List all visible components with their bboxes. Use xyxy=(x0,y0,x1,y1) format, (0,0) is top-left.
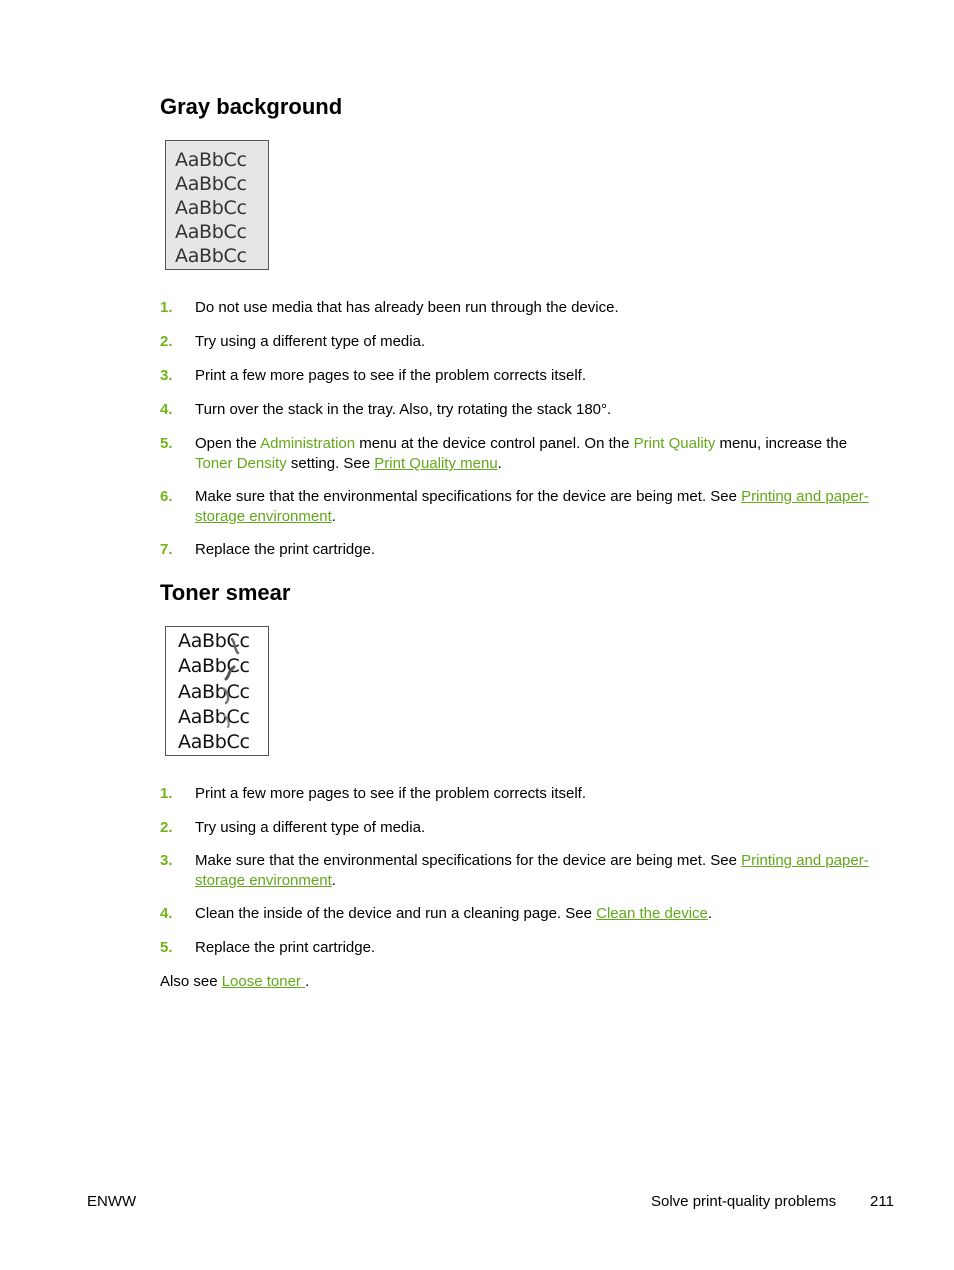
step-text-part: Make sure that the environmental specifications for the device are being met. See xyxy=(195,852,742,869)
toner-smear-steps xyxy=(160,784,880,958)
step-number: 5. xyxy=(160,939,173,956)
step-number: 1. xyxy=(160,785,173,802)
link-print-quality-menu[interactable]: Print Quality menu xyxy=(374,455,498,472)
step-text: Replace the print cartridge. xyxy=(195,541,376,558)
sample-line: AaBbCc xyxy=(175,173,247,195)
step-text: Turn over the stack in the tray. Also, try rotating the stack 180°. xyxy=(195,401,612,418)
sample-line: AaBbCc xyxy=(178,706,250,728)
sample-line: AaBbCc xyxy=(178,655,250,677)
step-number: 7. xyxy=(160,541,173,558)
link-clean-the-device[interactable]: Clean the device xyxy=(596,905,708,922)
step-text-part: menu at the device control panel. On the xyxy=(355,435,634,452)
sample-line: AaBbCc xyxy=(178,681,250,703)
sample-line: AaBbCc xyxy=(175,197,247,219)
ui-term-print-quality: Print Quality xyxy=(633,435,716,452)
step-text-part: menu, increase the xyxy=(715,435,848,452)
link-loose-toner[interactable]: Loose toner xyxy=(221,973,306,990)
list-item xyxy=(160,851,880,891)
ui-term-administration: Administration xyxy=(260,435,356,452)
step-number: 2. xyxy=(160,333,173,350)
link-printing-environment[interactable]: Printing and paper-storage environment xyxy=(195,852,869,889)
sample-line: AaBbCc xyxy=(175,149,247,171)
gray-background-sample-image xyxy=(165,140,269,270)
list-item xyxy=(160,366,880,386)
also-see-prefix: Also see xyxy=(160,973,222,990)
list-item xyxy=(160,784,880,804)
page-number: 211 xyxy=(870,1193,894,1210)
sample-line: AaBbCc xyxy=(175,221,247,243)
gray-background-steps xyxy=(160,298,880,560)
footer-section-title: Solve print-quality problems xyxy=(651,1193,837,1210)
step-text-part: Open the xyxy=(195,435,261,452)
step-text: Print a few more pages to see if the problem corrects itself. xyxy=(195,367,587,384)
step-number: 4. xyxy=(160,905,173,922)
toner-smear-marks xyxy=(166,627,270,757)
list-item xyxy=(160,298,880,318)
step-text-part: . xyxy=(331,872,336,889)
step-text: Try using a different type of media. xyxy=(195,333,426,350)
step-text: Try using a different type of media. xyxy=(195,819,426,836)
step-text-part: Clean the inside of the device and run a cleaning page. See xyxy=(195,905,597,922)
sample-line: AaBbCc xyxy=(178,630,250,652)
step-number: 1. xyxy=(160,299,173,316)
step-number: 3. xyxy=(160,852,173,869)
footer-left: ENWW xyxy=(87,1193,137,1210)
section-gray-background xyxy=(160,94,880,558)
step-text-part: . xyxy=(707,905,713,922)
step-text: Replace the print cartridge. xyxy=(195,939,376,956)
list-item xyxy=(160,400,880,420)
list-item xyxy=(160,938,880,958)
section-heading: Gray background xyxy=(160,94,343,119)
also-see-paragraph xyxy=(160,972,309,992)
list-item xyxy=(160,904,880,924)
sample-line: AaBbCc xyxy=(175,245,247,267)
step-text-part: Make sure that the environmental specifications for the device are being met. See xyxy=(195,488,742,505)
list-item xyxy=(160,332,880,352)
step-number: 5. xyxy=(160,435,173,452)
step-text: Print a few more pages to see if the problem corrects itself. xyxy=(195,785,587,802)
ui-term-toner-density: Toner Density xyxy=(195,455,287,472)
step-number: 6. xyxy=(160,488,173,505)
step-text-part: . xyxy=(331,508,336,525)
toner-smear-sample-image xyxy=(165,626,269,756)
step-text-part: setting. See xyxy=(286,455,375,472)
list-item xyxy=(160,434,880,474)
list-item xyxy=(160,487,880,527)
step-text: Do not use media that has already been run through the device. xyxy=(195,299,619,316)
list-item xyxy=(160,818,880,838)
list-item xyxy=(160,540,880,560)
also-see-suffix: . xyxy=(305,973,310,990)
step-number: 2. xyxy=(160,819,173,836)
link-printing-environment[interactable]: Printing and paper-storage environment xyxy=(195,488,869,525)
step-number: 4. xyxy=(160,401,173,418)
section-heading: Toner smear xyxy=(160,580,291,605)
section-toner-smear xyxy=(160,580,880,990)
step-number: 3. xyxy=(160,367,173,384)
step-text-part: . xyxy=(497,455,502,472)
sample-line: AaBbCc xyxy=(178,731,250,753)
